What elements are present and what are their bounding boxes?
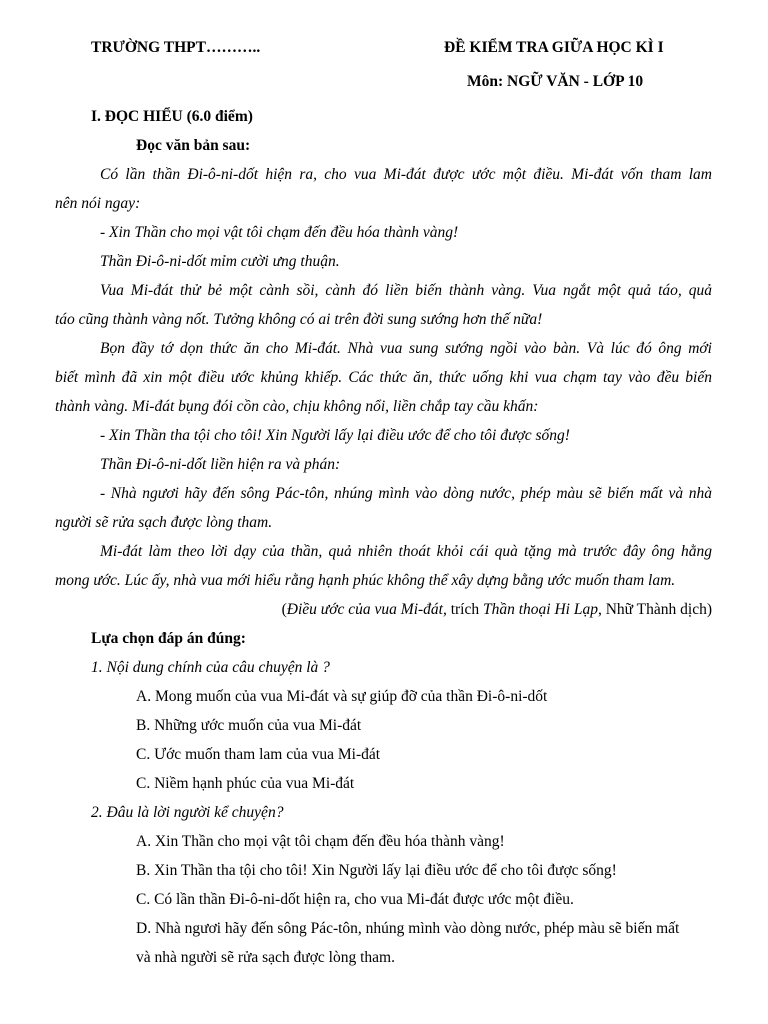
question-2-prompt: 2. Đâu là lời người kể chuyện? (91, 804, 284, 821)
question-2-option: và nhà người sẽ rửa sạch được lòng tham. (136, 949, 395, 966)
passage-line: Thần Đi-ô-ni-dốt mỉm cười ưng thuận. (100, 253, 340, 270)
source-title: Điều ước của vua Mi-đát, (286, 601, 447, 618)
question-1-prompt: 1. Nội dung chính của câu chuyện là ? (91, 659, 330, 676)
question-1-option: B. Những ước muốn của vua Mi-đát (136, 717, 362, 734)
passage-line: - Xin Thần cho mọi vật tôi chạm đến đều hóa thành vàng! (100, 224, 459, 241)
passage-line: biết mình đã xin một điều ước khủng khiếp. Các thức ăn, thức uống khi vua chạm tay vào đều biến (55, 369, 712, 386)
subject-line: Môn: NGỮ VĂN - LỚP 10 (467, 73, 644, 90)
passage-line: người sẽ rửa sạch được lòng tham. (55, 514, 273, 531)
passage-line: nên nói ngay: (55, 195, 141, 212)
question-2-option: C. Có lần thần Đi-ô-ni-dốt hiện ra, cho vua Mi-đát được ước một điều. (136, 891, 574, 908)
passage-line: Thần Đi-ô-ni-dốt liền hiện ra và phán: (100, 456, 341, 473)
passage-line: - Xin Thần tha tội cho tôi! Xin Người lấy lại điều ước để cho tôi được sống! (100, 427, 570, 444)
passage-line: Vua Mi-đát thử bẻ một cành sồi, cành đó liền biến thành vàng. Vua ngắt một quả táo, quả (100, 282, 712, 299)
exam-title: ĐỀ KIỂM TRA GIỮA HỌC KÌ I (444, 39, 664, 56)
passage-line: Bọn đầy tớ dọn thức ăn cho Mi-đát. Nhà vua sung sướng ngồi vào bàn. Và lúc đó ông mới (100, 340, 712, 357)
source-mid: trích (446, 601, 483, 618)
school-name: TRƯỜNG THPT……….. (91, 39, 261, 56)
question-1-option: C. Niềm hạnh phúc của vua Mi-đát (136, 775, 355, 792)
question-2-option: D. Nhà ngươi hãy đến sông Pác-tôn, nhúng mình vào dòng nước, phép màu sẽ biến mất (136, 920, 680, 937)
source-open: ( (281, 601, 287, 618)
source-book: Thần thoại Hi Lạp (483, 601, 598, 618)
passage-line: Có lần thần Đi-ô-ni-dốt hiện ra, cho vua Mi-đát được ước một điều. Mi-đát vốn tham lam (100, 166, 712, 183)
question-1-option: C. Ước muốn tham lam của vua Mi-đát (136, 746, 381, 763)
question-2-option: B. Xin Thần tha tội cho tôi! Xin Người lấy lại điều ước để cho tôi được sống! (136, 862, 617, 879)
questions-heading: Lựa chọn đáp án đúng: (91, 630, 246, 647)
section-instruction: Đọc văn bản sau: (136, 137, 251, 154)
passage-line: mong ước. Lúc ấy, nhà vua mới hiểu rằng hạnh phúc không thể xây dựng bằng ước muốn tham lam. (55, 572, 676, 589)
source-citation (282, 600, 712, 620)
source-tail: , Nhữ Thành dịch) (597, 601, 712, 618)
passage-line: táo cũng thành vàng nốt. Tưởng không có ai trên đời sung sướng hơn thế nữa! (55, 311, 543, 328)
question-2-option: A. Xin Thần cho mọi vật tôi chạm đến đều hóa thành vàng! (136, 833, 505, 850)
passage-line: thành vàng. Mi-đát bụng đói cồn cào, chịu không nổi, liền chắp tay cầu khấn: (55, 398, 539, 415)
passage-line: - Nhà ngươi hãy đến sông Pác-tôn, nhúng mình vào dòng nước, phép màu sẽ biến mất và nhà (100, 485, 712, 502)
question-1-option: A. Mong muốn của vua Mi-đát và sự giúp đỡ của thần Đi-ô-ni-dốt (136, 688, 548, 705)
section-title: I. ĐỌC HIỂU (6.0 điểm) (91, 108, 253, 125)
passage-line: Mi-đát làm theo lời dạy của thần, quả nhiên thoát khỏi cái quà tặng mà trước đây ông hằng (100, 543, 712, 560)
